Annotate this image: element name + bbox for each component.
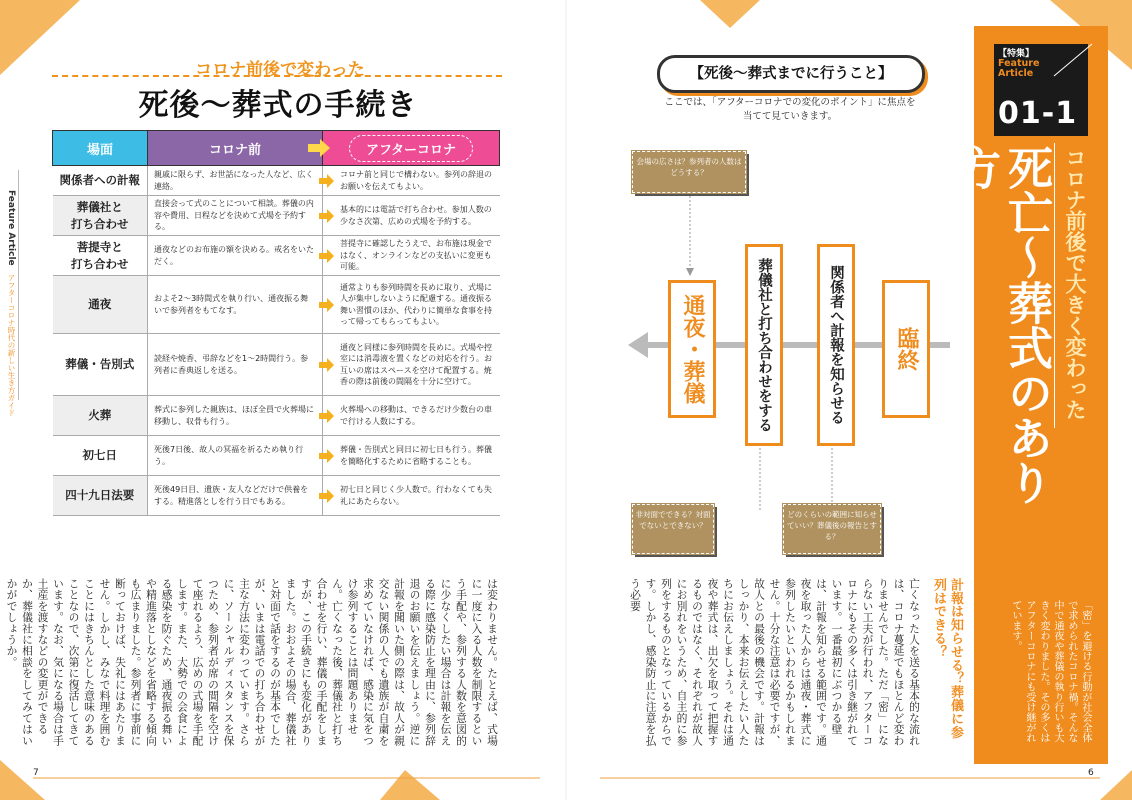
cell-scene: 初七日 [53, 436, 148, 476]
cell-after: 菩提寺に確認したうえで、お布施は現金ではなく、オンラインなどの支払いに変更も可能。 [323, 236, 500, 276]
header-before-label: コロナ前 [208, 142, 261, 158]
cell-scene: 菩提寺と 打ち合わせ [53, 236, 148, 276]
left-subtitle: コロナ前後で変わった [195, 60, 365, 80]
flow-note-range: どのくらいの範囲に知らせていい？葬儀後の報告とする？ [783, 504, 881, 554]
cell-scene: 四十九日法要 [53, 476, 148, 516]
right-body-heading: 計報は知らせる？葬儀に参列はできる？ [931, 578, 963, 739]
cell-before: 通夜などのお布施の額を決める。戒名をいただく。 [148, 236, 323, 276]
step-wake-funeral: 通夜・葬儀 [668, 280, 716, 418]
left-title: 死後〜葬式の手続き [138, 88, 418, 123]
table-row [53, 236, 500, 276]
cell-after: コロナ前と同じで構わない。参列の辞退のお願いを伝えてもよい。 [323, 166, 500, 196]
step-death: 臨終 [882, 280, 930, 418]
feature-subtitle: コロナ前後で大きく変わった [1063, 147, 1087, 420]
table-header-row [53, 131, 500, 166]
arrow-right-icon [319, 448, 335, 464]
feature-number: 01-1 [998, 96, 1078, 131]
flow-note-contact: 非対面でできる？対面でないとできない？ [632, 504, 714, 554]
spine-jp: アフターコロナ時代の新しい生き方ガイド [7, 273, 16, 417]
right-body-text: 亡くなった人を送る基本的な流れは、コロナ蔓延でもほとんど変わりませんでした。ただ「密」にならない工夫が行われ、アフターコロナにもその多くは引き継がれています。一番最初にぶつかる壁は、計報を知らせる範囲です。通夜を取った人からは通夜・葬式に参列したいといわれるかもしれません。十分な注意は必要ですが、故人との最後の機会です。計報はしっかり、本来お伝えしたい人たちにお伝えしましょう。それは通夜や葬式は、出欠を取って把握するものではなく、それぞれが故人にお別れをいうため、自主的に参列をするものとなっているからです。しかし、感染防止に注意を払う必要 [629, 578, 921, 746]
cell-after: 基本的には電話で打ち合わせ。参加人数の少なさ次第、広めの式場を予約する。 [323, 196, 500, 236]
cell-before: およそ2〜3時間式を執り行い、通夜振る舞いで参列者をもてなす。 [148, 276, 323, 334]
table-row [53, 276, 500, 334]
arrow-right-icon [319, 208, 335, 224]
arrow-right-icon [319, 248, 335, 264]
flow-description: ここでは、「アフターコロナでの変化のポイント」に焦点を当てて見ていきます。 [664, 97, 916, 122]
table-row [53, 396, 500, 436]
feature-lead: 「密」を避ける行動が社会全体で求められたコロナ禍。そんな中で通夜や葬儀の執り行いも大きく変わりました。その多くはアフターコロナにも受け継がれています。 [1010, 600, 1091, 743]
table-row [53, 196, 500, 236]
cell-after: 葬儀・告別式と同日に初七日も行う。葬儀を簡略化するために省略することも。 [323, 436, 500, 476]
arrow-right-icon [319, 408, 335, 424]
cell-scene: 通夜 [53, 276, 148, 334]
header-after-label: アフターコロナ [349, 135, 473, 162]
arrow-right-icon [308, 139, 330, 157]
spine-en: Feature Article [6, 190, 16, 266]
cell-after: 通夜と同様に参列時間を長めに。式場や控室には消毒液を置くなどの対応を行う。お互いの席はスペースを空けて配置する。焼香の際は前後の間隔を十分に空けて。 [323, 334, 500, 396]
cell-scene: 関係者への計報 [53, 166, 148, 196]
arrow-right-icon [319, 357, 335, 373]
page-number-left: 7 [33, 768, 39, 778]
arrow-right-icon [319, 297, 335, 313]
flow-title: 【死後〜葬式までに行うこと】 [657, 55, 925, 93]
page-number-right: 6 [1088, 768, 1094, 778]
table-row [53, 334, 500, 396]
cell-after: 火葬場への移動は、できるだけ少数台の車で行ける人数にする。 [323, 396, 500, 436]
cell-before: 読経や焼香、弔辞などを1〜2時間行う。参列者に香典返しを送る。 [148, 334, 323, 396]
cell-before: 死後7日後、故人の冥福を祈るため執り行う。 [148, 436, 323, 476]
feature-tag-label: 【特集】 [998, 49, 1035, 59]
feature-title: 死亡〜葬式のあり方 [948, 145, 1053, 505]
cell-before: 親戚に限らず、お世話になった人など、広く連絡。 [148, 166, 323, 196]
procedure-rows [53, 166, 500, 516]
procedure-table [52, 130, 500, 516]
left-body-text: は変わりません。たとえば、式場に一度に入る人数を制限するという手配や、参列する人数を意図的に少なくしたい場合は計報を伝える際に感染防止を理由に、参列辞退のお願いを伝えましょう。逆に計報を聞いた側の際は、故人が親交ない関係の人でも遺族が自粛を求めていなければ、感染に気をつけ参列することは問題ありません。亡くなった後、葬儀社と打ち合わせを行い、葬儀の手配をしますが、この手続きにも変化がありました。おおよその場合、葬儀社と対面で話をするのが基本でしたが、いまは電話での打ち合わせが主な方法に変わっています。さらに、ソーシャルディスタンスを保つため、参列者が席の間隔を空けて座れるよう、広めの式場を手配します。また、大勢での会食による感染を防ぐため、通夜振る舞いや精進落としなどを省略する傾向も広まりました。参列者に事前に断っておけば、失礼にはあたりません。しかし、みなで料理を囲むことにはきちんとした意味のあることなので、次第に復活してきています。なお、気になる場合は手土産を渡すなどの変更ができるか、葬儀社に相談をしてみてはいかがでしょうか。 [5, 578, 499, 746]
step-funeral-home: 葬儀社と打ち合わせをする [745, 244, 783, 446]
cell-after: 初七日と同じく少人数で。行わなくても失礼にあたらない。 [323, 476, 500, 516]
cell-scene: 火葬 [53, 396, 148, 436]
table-row [53, 436, 500, 476]
arrow-right-icon [319, 488, 335, 504]
subtitle-rule [1054, 143, 1055, 428]
cell-before: 葬式に参列した親族は、ほぼ全員で火葬場に移動し、収骨も行う。 [148, 396, 323, 436]
table-row [53, 476, 500, 516]
spine-label [6, 190, 28, 416]
header-before [148, 131, 323, 166]
arrow-left-icon [628, 332, 648, 358]
header-after [323, 131, 500, 166]
cell-scene: 葬儀・告別式 [53, 334, 148, 396]
step-notify: 関係者へ計報を知らせる [817, 244, 855, 446]
subtitle-divider [52, 75, 502, 77]
cell-scene: 葬儀社と 打ち合わせ [53, 196, 148, 236]
feature-tag-en: Feature Article [998, 58, 1040, 79]
right-body [612, 578, 964, 746]
arrow-right-icon [319, 173, 335, 189]
header-scene: 場面 [53, 131, 148, 166]
table-row [53, 166, 500, 196]
cell-before: 死後49日目、遺族・友人などだけで供養をする。精進落としを行う日でもある。 [148, 476, 323, 516]
cell-before: 直接会って式のことについて相談。葬儀の内容や費用、日程などを決めて式場を予約する。 [148, 196, 323, 236]
cell-after: 通常よりも参列時間を長めに取り、式場に人が集中しないように配慮する。通夜振る舞い習慣のほか、代わりに簡単な食事を持って帰ってもらってもよい。 [323, 276, 500, 334]
flow-note-venue: 会場の広さは？参列者の人数はどうする？ [632, 151, 746, 193]
